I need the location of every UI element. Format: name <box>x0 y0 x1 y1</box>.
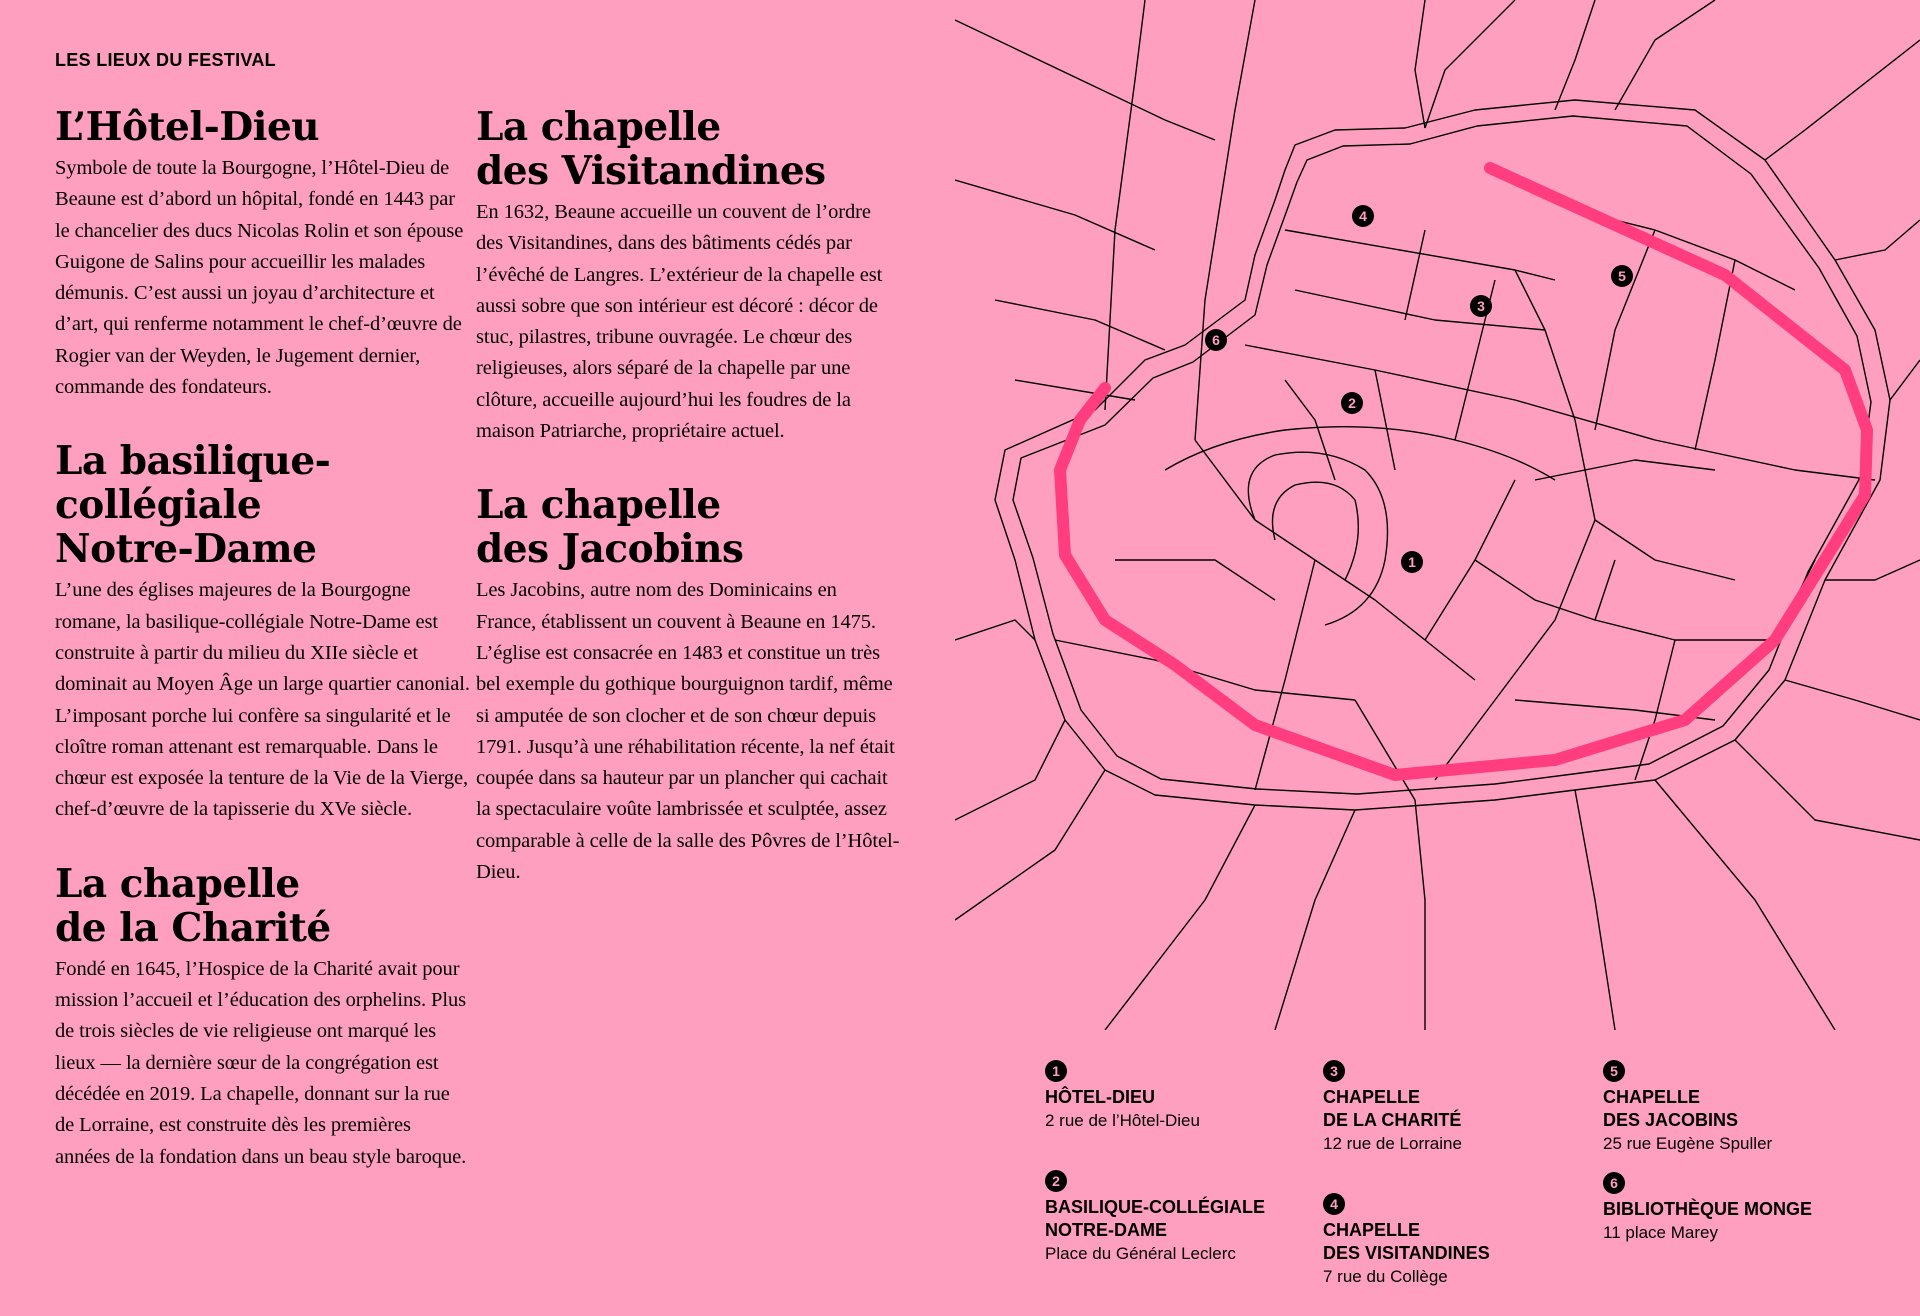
section-notre-dame <box>55 439 470 825</box>
legend-item-visitandines <box>1323 1193 1583 1288</box>
title-line: Notre-Dame <box>55 526 317 573</box>
section-body: Fondé en 1645, l’Hospice de la Charité avait pour mission l’accueil et l’éducation des orphelins. Plus de trois siècles de vie religieuse ont marqué les lieux — la dernière sœur de la congrégation est décédée en 2019. La chapelle, donnant sur la rue de Lorraine, est construite dès les premières années de la fondation dans un beau style baroque. <box>55 957 467 1168</box>
legend-number: 2 <box>1045 1170 1067 1192</box>
section-visitandines <box>476 105 901 447</box>
legend-name-line: BIBLIOTHÈQUE MONGE <box>1603 1199 1813 1219</box>
section-hotel-dieu <box>55 105 470 403</box>
title-line: La basilique-collégiale <box>55 438 331 529</box>
legend-name-line: DES JACOBINS <box>1603 1110 1739 1130</box>
legend-address: 11 place Marey <box>1603 1223 1718 1242</box>
legend-address: 7 rue du Collège <box>1323 1267 1448 1286</box>
section-body: L’une des églises majeures de la Bourgogne romane, la basilique-collégiale Notre-Dame est construite à partir du milieu du XIIe siècle et dominait au Moyen Âge un large quartier canonial. L’imposant porche lui confère sa singularité et le cloître roman attenant est remarquable. Dans le chœur est exposée la tenture de la Vie de la Vierge, chef-d’œuvre de la tapisserie du XVe siècle. <box>55 579 470 821</box>
marker-label: 1 <box>1408 554 1416 570</box>
legend-name <box>1323 1219 1583 1265</box>
legend-name-line: CHAPELLE <box>1603 1087 1701 1107</box>
section-charite <box>55 862 470 1173</box>
map-background <box>955 0 1920 1030</box>
legend-name-line: CHAPELLE <box>1323 1087 1421 1107</box>
street-map <box>955 0 1920 1030</box>
legend-name-line: NOTRE-DAME <box>1045 1220 1167 1240</box>
title-line: L’Hôtel-Dieu <box>55 104 320 150</box>
section-title <box>55 439 470 571</box>
page-kicker: LES LIEUX DU FESTIVAL <box>55 50 276 70</box>
legend-address: Place du Général Leclerc <box>1045 1244 1236 1263</box>
section-jacobins <box>476 483 901 888</box>
title-line: La chapelle <box>476 104 721 150</box>
section-body: Les Jacobins, autre nom des Dominicains en France, établissent un couvent à Beaune en 1475. L’église est consacrée en 1483 et constitue un très bel exemple du gothique bourguignon tardif, même si amputée de son clocher et de son chœur depuis 1791. Jusqu’à une réhabilitation récente, la nef était coupée dans sa hauteur par un plancher qui cachait la spectaculaire voûte lambrissée et sculptée, assez comparable à celle de la salle des Pôvres de l’Hôtel-Dieu. <box>476 579 900 884</box>
section-title <box>476 105 901 193</box>
section-title <box>55 105 470 149</box>
legend-item-monge <box>1603 1172 1863 1244</box>
section-title <box>476 483 901 571</box>
legend-name-line: DES VISITANDINES <box>1323 1243 1490 1263</box>
title-line: des Jacobins <box>476 526 744 573</box>
legend-name <box>1045 1086 1305 1109</box>
legend-name <box>1323 1086 1583 1132</box>
marker-label: 5 <box>1618 268 1626 284</box>
title-line: de la Charité <box>55 904 331 951</box>
title-line: La chapelle <box>476 482 721 529</box>
legend-name <box>1045 1196 1305 1242</box>
legend-address: 12 rue de Lorraine <box>1323 1134 1462 1153</box>
legend-item-hotel-dieu <box>1045 1060 1305 1132</box>
legend-address: 2 rue de l’Hôtel-Dieu <box>1045 1111 1200 1130</box>
legend-number: 5 <box>1603 1060 1625 1082</box>
legend-number: 1 <box>1045 1060 1067 1082</box>
marker-label: 6 <box>1212 332 1220 348</box>
marker-label: 3 <box>1477 298 1485 314</box>
map-legend <box>1045 1060 1920 1310</box>
legend-name <box>1603 1198 1863 1221</box>
section-body: Symbole de toute la Bourgogne, l’Hôtel-Dieu de Beaune est d’abord un hôpital, fondé en 1443 par le chancelier des ducs Nicolas Rolin et son épouse Guigone de Salins pour accueillir les malades démunis. C’est aussi un joyau d’architecture et d’art, qui renferme notamment le chef-d’œuvre de Rogier van der Weyden, le Jugement dernier, commande des fondateurs. <box>55 157 464 399</box>
legend-number: 6 <box>1603 1172 1625 1194</box>
title-line: des Visitandines <box>476 148 826 194</box>
legend-name-line: HÔTEL-DIEU <box>1045 1087 1155 1107</box>
section-title <box>55 862 470 950</box>
text-column-middle <box>476 105 901 924</box>
legend-number: 4 <box>1323 1193 1345 1215</box>
legend-address: 25 rue Eugène Spuller <box>1603 1134 1773 1153</box>
legend-name-line: CHAPELLE <box>1323 1220 1421 1240</box>
legend-name-line: BASILIQUE-COLLÉGIALE <box>1045 1197 1265 1217</box>
legend-name-line: DE LA CHARITÉ <box>1323 1110 1462 1130</box>
legend-item-jacobins <box>1603 1060 1863 1155</box>
section-body: En 1632, Beaune accueille un couvent de l’ordre des Visitandines, dans des bâtiments cédés par l’évêché de Langres. L’extérieur de la chapelle est aussi sobre que son intérieur est décoré : décor de stuc, pilastres, tribune ouvragée. Le chœur des religieuses, alors séparé de la chapelle par une clôture, accueille aujourd’hui les foudres de la maison Patriarche, propriétaire actuel. <box>476 201 883 443</box>
legend-item-charite <box>1323 1060 1583 1155</box>
legend-name <box>1603 1086 1863 1132</box>
marker-label: 4 <box>1359 208 1367 224</box>
legend-number: 3 <box>1323 1060 1345 1082</box>
title-line: La chapelle <box>55 860 300 907</box>
text-column-left <box>55 105 470 1209</box>
legend-item-notre-dame <box>1045 1170 1305 1265</box>
marker-label: 2 <box>1348 395 1356 411</box>
